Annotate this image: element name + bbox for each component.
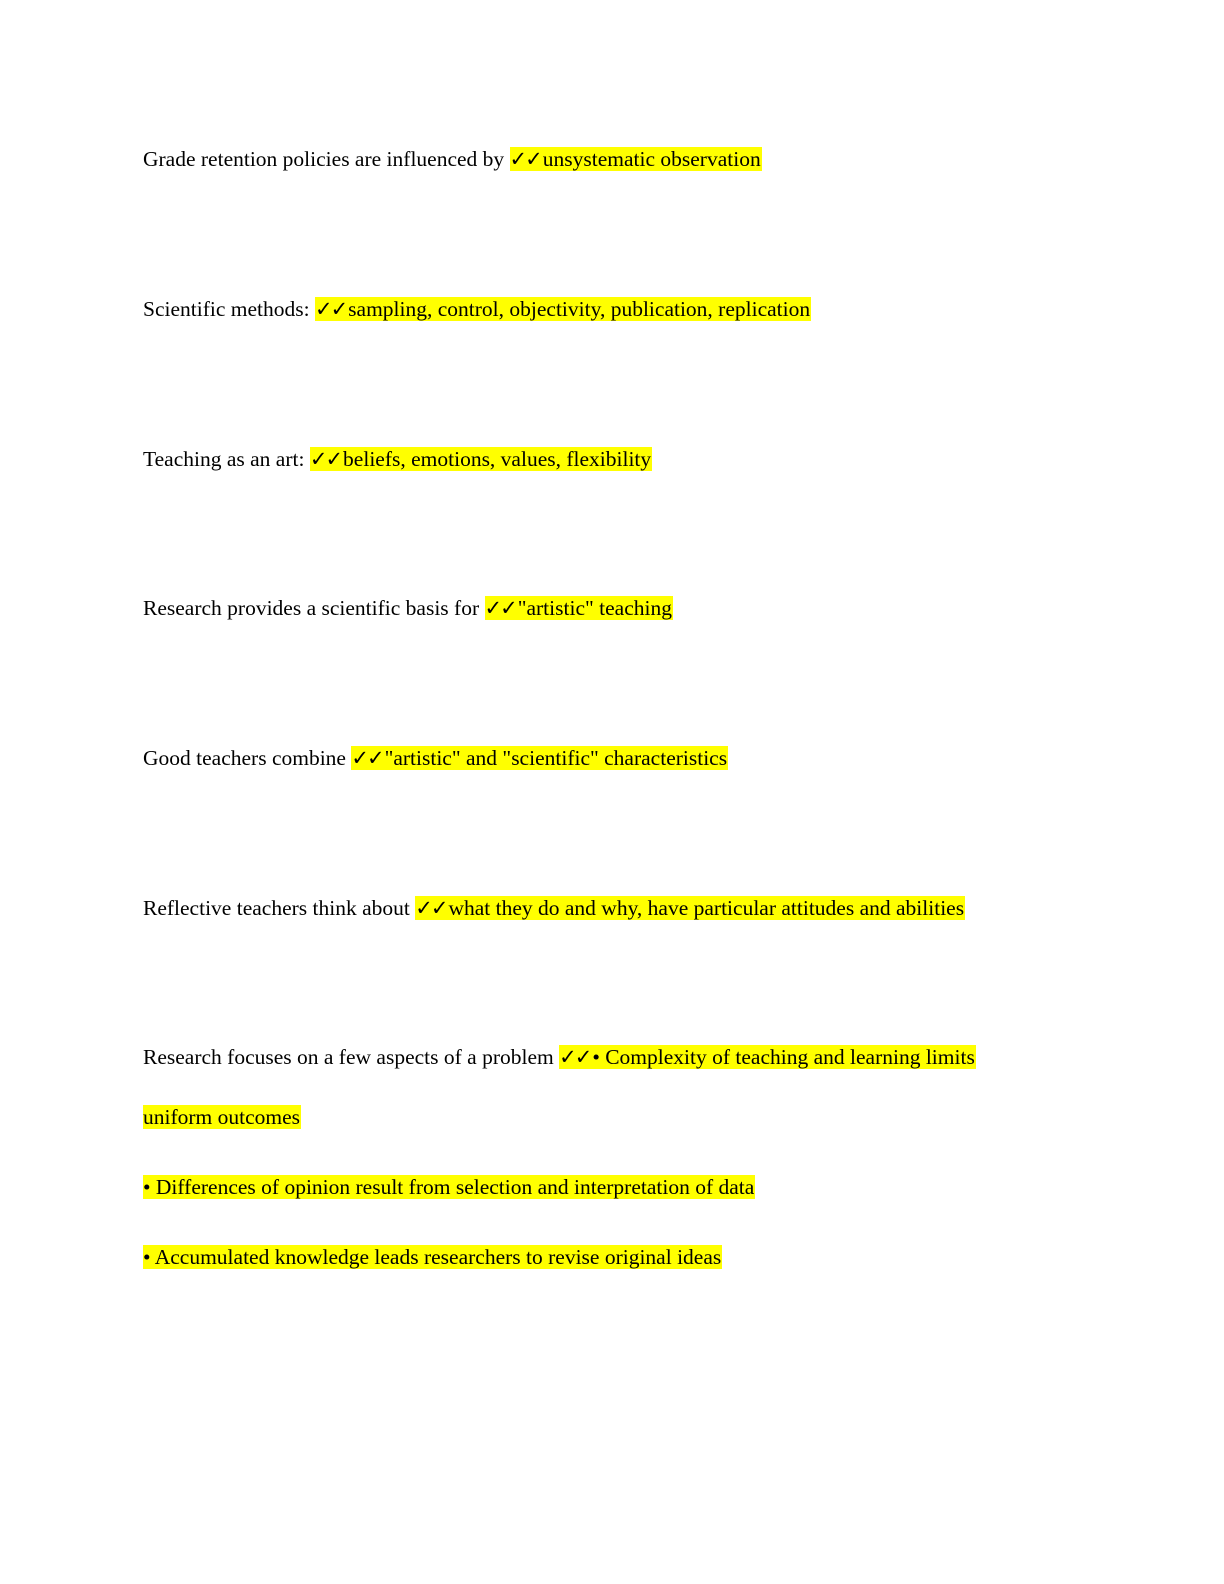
question-text: Good teachers combine (143, 746, 352, 770)
answer-text: "artistic" and "scientific" characteristics (384, 746, 728, 770)
double-check-icon: ✓✓ (309, 447, 342, 471)
answer-bullet (143, 1240, 722, 1274)
question-text: Scientific methods: (143, 297, 315, 321)
answer-bullet (143, 1170, 755, 1204)
answer-text: sampling, control, objectivity, publication, replication (348, 297, 811, 321)
answer-highlight (559, 1045, 976, 1069)
answer-highlight (315, 297, 811, 321)
double-check-icon: ✓✓ (484, 596, 516, 620)
double-check-icon: ✓✓ (415, 896, 447, 920)
answer-text: what they do and why, have particular attitudes and abilities (448, 896, 965, 920)
qa-item-research-basis (143, 591, 673, 625)
qa-item-scientific-methods (143, 292, 811, 326)
qa-item-reflective-teachers (143, 891, 965, 925)
question-text: Reflective teachers think about (143, 896, 416, 920)
answer-text: unsystematic observation (542, 147, 761, 171)
answer-text: "artistic" teaching (517, 596, 672, 620)
answer-highlight (351, 746, 728, 770)
answer-highlight (510, 147, 762, 171)
double-check-icon: ✓✓ (559, 1045, 591, 1069)
question-text: Research provides a scientific basis for (143, 596, 485, 620)
question-text: Grade retention policies are influenced by (143, 147, 510, 171)
qa-item-retention (143, 142, 762, 176)
answer-highlight (485, 596, 673, 620)
double-check-icon: ✓✓ (509, 147, 541, 171)
qa-item-good-teachers (143, 741, 728, 775)
question-text: Research focuses on a few aspects of a problem (143, 1045, 560, 1069)
bullet-text: • Differences of opinion result from selection and interpretation of data (143, 1175, 755, 1199)
answer-text: uniform outcomes (143, 1105, 301, 1129)
question-text: Teaching as an art: (143, 447, 310, 471)
answer-highlight (415, 896, 965, 920)
answer-text: beliefs, emotions, values, flexibility (343, 447, 652, 471)
qa-item-teaching-art (143, 442, 652, 476)
bullet-text: • Accumulated knowledge leads researchers to revise original ideas (143, 1245, 722, 1269)
answer-continuation (143, 1100, 301, 1134)
double-check-icon: ✓✓ (351, 746, 383, 770)
qa-item-research-focus (143, 1040, 976, 1074)
answer-highlight (310, 447, 652, 471)
answer-text: • Complexity of teaching and learning limits (592, 1045, 975, 1069)
double-check-icon: ✓✓ (314, 297, 347, 321)
